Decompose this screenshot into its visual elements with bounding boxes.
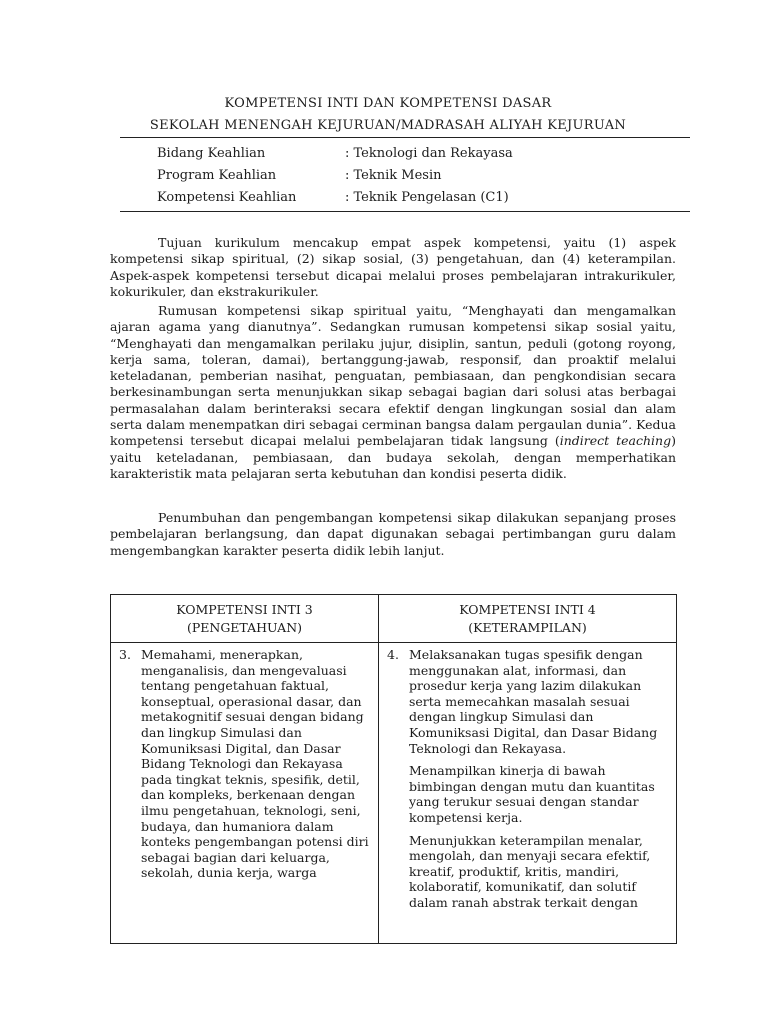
document-subtitle: SEKOLAH MENENGAH KEJURUAN/MADRASAH ALIYAH KEJURUAN — [149, 118, 627, 133]
bottom-divider — [120, 211, 690, 212]
ki3-number: 3. — [119, 647, 131, 662]
cell-ki3 — [111, 643, 379, 944]
meta-info — [157, 143, 677, 209]
meta-label: Kompetensi Keahlian — [157, 190, 297, 205]
ki4-item — [387, 647, 670, 756]
paragraph-2-part-a: Rumusan kompetensi sikap spiritual yaitu, “Menghayati dan mengamalkan ajaran agama yang dianutnya”. Sedangkan rumusan kompetensi sikap sosial yaitu, “Menghayati dan mengamalkan perilaku jujur, disiplin, santun, peduli (gotong royong, kerja sama, toleran, damai), bertanggung-jawab, responsif, dan proaktif melalui keteladanan, pemberian nasihat, penguatan, pembiasaan, dan pengkondisian secara berkesinambungan serta menunjukkan sikap sebagai bagian dari solusi atas berbagai permasalahan dalam berinteraksi secara efektif dengan lingkungan sosial dan alam serta dalam menempatkan diri sebagai cerminan bangsa dalam pergaulan dunia”. Kedua kompetensi tersebut dicapai melalui pembelajaran tidak langsung ( — [110, 303, 676, 449]
paragraph-1-text: Tujuan kurikulum mencakup empat aspek kompetensi, yaitu (1) aspek kompetensi sikap spiritual, (2) sikap sosial, (3) pengetahuan, dan (4) keterampilan. Aspek-aspek kompetensi tersebut dicapai melalui proses pembelajaran intrakurikuler, kokurikuler, dan ekstrakurikuler. — [110, 235, 676, 299]
paragraph-3 — [110, 510, 676, 559]
table-header-row — [111, 595, 677, 643]
paragraph-2-part-b: ) yaitu keteladanan, pembiasaan, dan budaya sekolah, dengan memperhatikan karakteristik mata pelajaran serta kebutuhan dan kondisi peserta didik. — [110, 433, 676, 481]
meta-label: Program Keahlian — [157, 168, 277, 183]
meta-row-program — [157, 165, 677, 187]
ki3-text: Memahami, menerapkan, menganalisis, dan mengevaluasi tentang pengetahuan faktual, konseptual, operasional dasar, dan metakognitif sesuai dengan bidang dan lingkup Simulasi dan Komuniksasi Digital, dan Dasar Bidang Teknologi dan Rekayasa pada tingkat teknis, spesifik, detil, dan kompleks, berkenaan dengan ilmu pengetahuan, teknologi, seni, budaya, dan humaniora dalam konteks pengembangan potensi diri sebagai bagian dari keluarga, sekolah, dunia kerja, warga — [141, 647, 369, 881]
meta-row-bidang — [157, 143, 677, 165]
meta-value: : Teknik Pengelasan (C1) — [345, 190, 509, 205]
meta-value: : Teknologi dan Rekayasa — [345, 146, 513, 161]
kompetensi-inti-table — [110, 594, 677, 944]
paragraph-3-text: Penumbuhan dan pengembangan kompetensi sikap dilakukan sepanjang proses pembelajaran berlangsung, dan dapat digunakan sebagai pertimbangan guru dalam mengembangkan karakter peserta didik lebih lanjut. — [110, 510, 676, 558]
cell-ki4 — [379, 643, 677, 944]
table-row — [111, 643, 677, 944]
ki4-number: 4. — [387, 647, 399, 662]
document-title: KOMPETENSI INTI DAN KOMPETENSI DASAR — [224, 96, 552, 111]
header-ki4-title: KOMPETENSI INTI 4 — [459, 602, 596, 617]
header-ki3-title: KOMPETENSI INTI 3 — [176, 602, 313, 617]
header-ki3-subtitle: (PENGETAHUAN) — [186, 620, 303, 635]
paragraph-2-italic-term: indirect teaching — [559, 433, 672, 449]
paragraph-2-text — [110, 303, 676, 482]
header-ki3 — [111, 595, 379, 643]
meta-row-kompetensi — [157, 187, 677, 209]
meta-label: Bidang Keahlian — [157, 146, 266, 161]
ki4-text-2: Menampilkan kinerja di bawah bimbingan dengan mutu dan kuantitas yang terukur sesuai dengan standar kompetensi kerja. — [409, 763, 655, 825]
ki3-item — [119, 647, 372, 881]
top-divider — [120, 137, 690, 138]
ki4-text-3: Menunjukkan keterampilan menalar, mengolah, dan menyaji secara efektif, kreatif, produktif, kritis, mandiri, kolaboratif, komunikatif, dan solutif dalam ranah abstrak terkait dengan — [409, 832, 651, 910]
header-ki4 — [379, 595, 677, 643]
ki4-text-1: Melaksanakan tugas spesifik dengan menggunakan alat, informasi, dan prosedur kerja yang lazim dilakukan serta memecahkan masalah sesuai dengan lingkup Simulasi dan Komuniksasi Digital, dan Dasar Bidang Teknologi dan Rekayasa. — [409, 647, 658, 756]
meta-value: : Teknik Mesin — [345, 168, 442, 183]
paragraph-1 — [110, 235, 676, 300]
paragraph-2 — [110, 303, 676, 482]
header-ki4-subtitle: (KETERAMPILAN) — [468, 620, 587, 635]
